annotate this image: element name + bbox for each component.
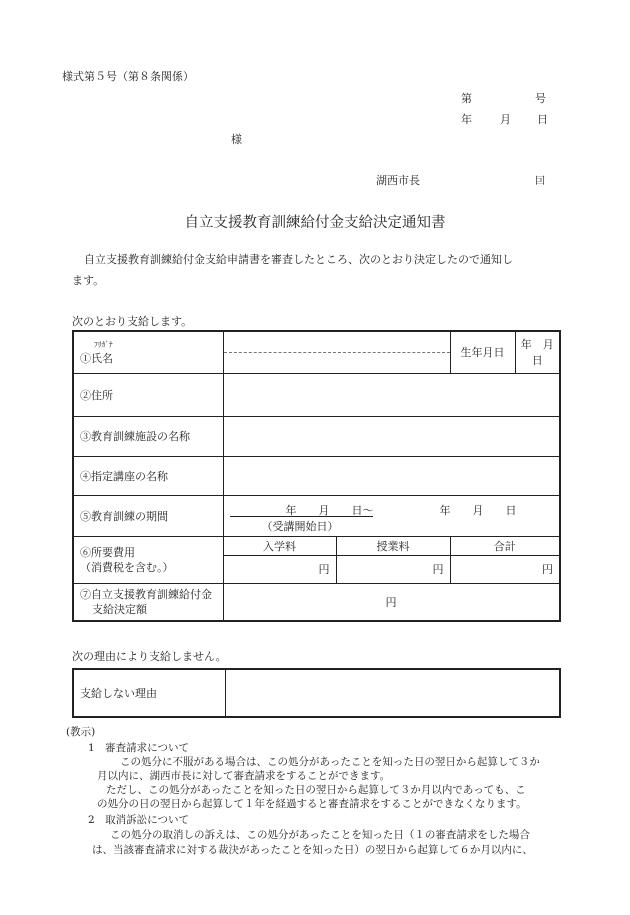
intro-line-1: 自立支援教育訓練給付金支給申請書を審査したところ、次のとおり決定したので通知し [84, 253, 513, 266]
notes-item1-text4: の処分の日の翌日から起算して１年を経過すると審査請求をすることができなくなります。 [97, 798, 527, 810]
cost-header-tuition: 授業料 [336, 536, 450, 555]
decision-label-cell [73, 583, 223, 621]
cost-entrance-field[interactable]: 円 [223, 555, 336, 583]
birth-value[interactable]: 年 月 日 [515, 331, 560, 373]
course-field[interactable] [223, 456, 560, 495]
doc-no-suffix: 号 [535, 92, 546, 105]
date-month: 月 [500, 113, 511, 126]
address-field[interactable] [223, 373, 560, 416]
date-year: 年 [461, 113, 472, 126]
not-pay-heading: 次の理由により支給しません。 [72, 650, 227, 663]
period-start: 年 月 日～ [285, 503, 374, 517]
cost-header-total: 合計 [450, 536, 560, 555]
decision-amount-field[interactable]: 円 [223, 583, 560, 621]
cost-label-note: （消費税を含む。） [80, 560, 174, 574]
notes-item1-text1: この処分に不服がある場合は、この処分があったことを知った日の翌日から起算して３か [120, 756, 540, 768]
cost-header-entrance: 入学料 [223, 536, 336, 555]
addressee-suffix: 様 [231, 133, 242, 146]
form-number: 様式第５号（第８条関係） [62, 70, 194, 83]
cost-label-cell [73, 536, 223, 583]
notes-item2-text1: この処分の取消しの訴えは、この処分があったことを知った日（１の審査請求をした場合 [110, 829, 530, 841]
cost-tuition-field[interactable]: 円 [336, 555, 450, 583]
address-label: ②住所 [73, 373, 223, 416]
row-name [73, 331, 560, 373]
furigana-label: ﾌﾘｶﾞﾅ [94, 339, 113, 349]
notes-item1-text2: 月以内に、湖西市長に対して審査請求をすることができます。 [97, 770, 391, 782]
decision-table [72, 330, 565, 622]
course-label: ④指定講座の名称 [73, 456, 223, 495]
row-decision [73, 583, 560, 621]
period-underline [230, 516, 373, 517]
document-title: 自立支援教育訓練給付金支給決定通知書 [184, 215, 446, 231]
row-address [73, 373, 560, 416]
reason-label: 支給しない理由 [73, 669, 225, 717]
date-day: 日 [537, 113, 548, 126]
row-cost-header [73, 536, 560, 555]
row-period [73, 495, 560, 536]
notes-item2-title: 2 取消訴訟について [88, 814, 189, 826]
decision-label-2: 支給決定額 [92, 602, 147, 616]
notes-item1-title: 1 審査請求について [88, 742, 189, 754]
notes-item2-text2: は、当該審査請求に対する裁決があったことを知った日）の翌日から起算して６か月以内に、 [92, 844, 533, 856]
row-facility [73, 416, 560, 456]
facility-field[interactable] [223, 416, 560, 456]
notes-item1-text3: ただし、この処分があったことを知った日の翌日から起算して３か月以内であっても、こ [106, 784, 526, 796]
period-field[interactable] [223, 495, 560, 536]
pay-heading: 次のとおり支給します。 [72, 315, 193, 328]
period-note: （受講開始日） [261, 519, 339, 533]
facility-label: ③教育訓練施設の名称 [73, 416, 223, 456]
row-course [73, 456, 560, 495]
birth-label: 生年月日 [450, 331, 515, 373]
period-label: ⑤教育訓練の期間 [73, 495, 223, 536]
cost-label: ⑥所要費用 [80, 545, 135, 559]
decision-label: ⑦自立支援教育訓練給付金 [80, 587, 212, 601]
period-end: 年 月 日 [439, 503, 517, 517]
cost-total-field[interactable]: 円 [450, 555, 560, 583]
name-field[interactable] [223, 331, 450, 373]
intro-line-2: ます。 [72, 274, 105, 287]
reason-field[interactable] [225, 669, 560, 717]
seal-mark: 囙 [535, 176, 545, 187]
notes-heading: (教示) [66, 726, 96, 738]
issuer: 湖西市長 [376, 174, 420, 187]
name-label-cell [73, 331, 223, 373]
reason-table [72, 668, 561, 718]
name-label: ①氏名 [80, 351, 113, 365]
doc-no-prefix: 第 [461, 92, 472, 105]
furigana-field[interactable] [224, 332, 450, 353]
